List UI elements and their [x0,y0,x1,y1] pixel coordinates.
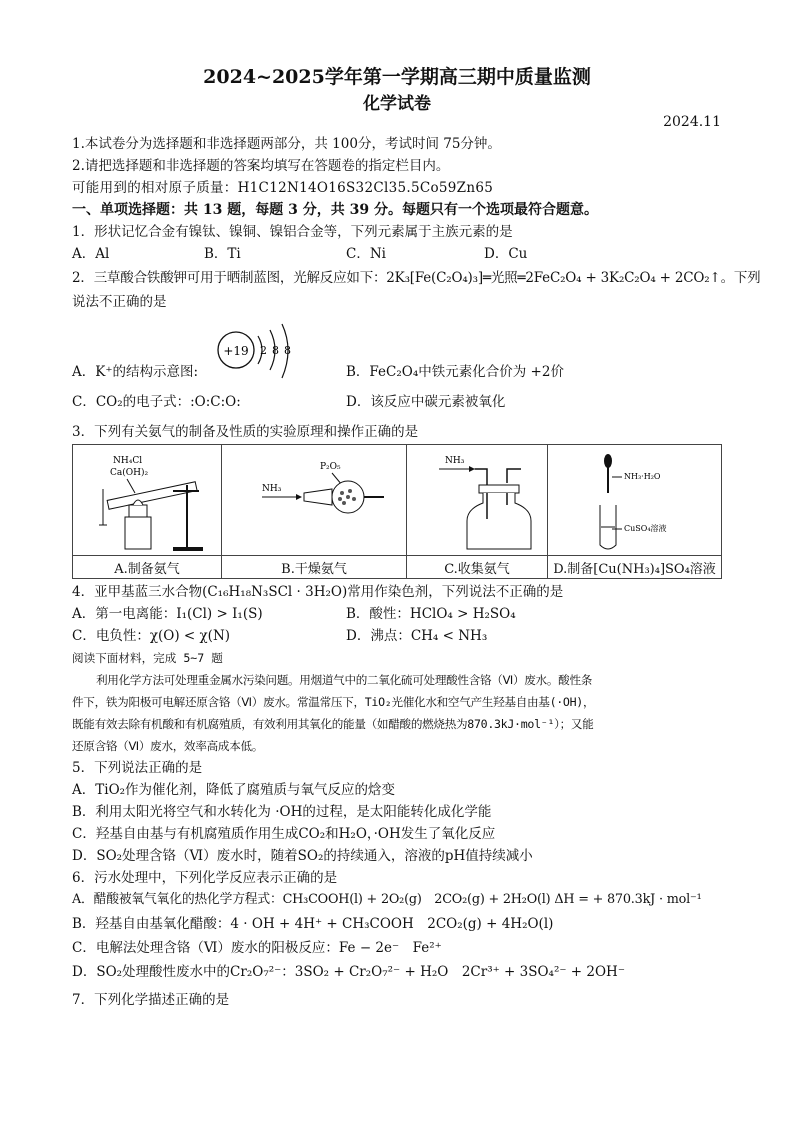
q4-option-b: B．酸性：HClO₄ > H₂SO₄ [346,606,516,622]
reagent-cuso4-label: CuSO₄溶液 [623,524,667,533]
instruction-1: 1.本试卷分为选择题和非选择题两部分，共 100分，考试时间 75分钟。 [72,136,501,152]
q2-stem-2: 说法不正确的是 [72,294,167,310]
reagent-p2o5-label: P₂O₅ [320,462,341,472]
caption-a: A.制备氨气 [73,556,222,579]
atomic-masses: 可能用到的相对原子质量：H1C12N14O16S32Cl35.5Co59Zn65 [72,180,494,196]
q4-option-a: A．第一电离能：I₁(Cl) > I₁(S) [72,606,263,622]
reading-line-3: 既能有效去除有机酸和有机腐殖质，有效利用其氧化的能量（如醋酸的燃烧热为870.3kJ·mol⁻¹）；又能 [72,717,594,731]
q2-option-b: B．FeC₂O₄中铁元素化合价为 +2价 [346,364,564,380]
reagent-caoh2-label: Ca(OH)₂ [110,468,149,478]
q1-option-c: C．Ni [346,246,386,262]
q6-stem: 6．污水处理中，下列化学反应表示正确的是 [72,870,338,886]
shell-2-count: 8 [272,344,279,357]
exam-subtitle: 化学试卷 [363,94,431,114]
q4-option-c: C．电负性：χ(O) < χ(N) [72,628,231,644]
q3-stem: 3．下列有关氨气的制备及性质的实验原理和操作正确的是 [72,424,419,440]
q2-option-d: D．该反应中碳元素被氧化 [346,394,506,410]
q2-stem: 2．三草酸合铁酸钾可用于晒制蓝图，光解反应如下：2K₃[Fe(C₂O₄)₃]═光照═2FeC₂O₄ + 3K₂C₂O₄ + 2CO₂↑。下列 [72,270,761,286]
q6-option-b: B．羟基自由基氧化醋酸：4 · OH + 4H⁺ + CH₃COOH 2CO₂(g) + 4H₂O(l) [72,916,554,932]
apparatus-a-cell [73,445,222,556]
reading-line-4: 还原含铬（Ⅵ）废水，效率高成本低。 [72,739,264,753]
section-heading: 一、单项选择题：共 13 题，每题 3 分，共 39 分。每题只有一个选项最符合题意。 [72,202,598,218]
caption-b: B.干燥氨气 [222,556,407,579]
apparatus-c-cell [407,445,548,556]
dropper-test-tube-diagram [550,449,720,555]
q5-stem: 5．下列说法正确的是 [72,760,203,776]
reading-line-2: 件下，铁为阳极可电解还原含铬（Ⅵ）废水。常温常压下，TiO₂光催化水和空气产生羟基自由基(·OH)， [72,695,595,709]
gas-nh3-label-b: NH₃ [262,484,282,494]
q5-option-b: B．利用太阳光将空气和水转化为 ·OH的过程，是太阳能转化成化学能 [72,804,492,820]
reagent-ammonia-water-label: NH₃·H₂O [623,472,660,481]
q3-apparatus-table [72,444,722,579]
q2-option-c: C．CO₂的电子式：:O:C:O: [72,394,241,410]
q4-option-d: D．沸点：CH₄ < NH₃ [346,628,488,644]
q6-option-a: A．醋酸被氧气氧化的热化学方程式：CH₃COOH(l) + 2O₂(g) 2CO₂(g) + 2H₂O(l) ΔH = + 870.3kJ · mol⁻¹ [72,892,702,907]
nucleus-charge-label: +19 [223,344,249,358]
q1-stem: 1．形状记忆合金有镍钛、镍铜、镍铝合金等，下列元素属于主族元素的是 [72,224,513,240]
q2-option-a: A．K⁺的结构示意图: [72,364,199,380]
q1-option-b: B．Ti [204,246,241,262]
exam-title: 2024~2025学年第一学期高三期中质量监测 [203,66,591,88]
q5-option-c: C．羟基自由基与有机腐殖质作用生成CO₂和H₂O，·OH发生了氧化反应 [72,826,496,842]
gas-collection-bottle-diagram [409,449,545,555]
reading-intro: 阅读下面材料，完成 5~7 题 [72,651,223,665]
reading-line-1: 利用化学方法可处理重金属水污染问题。用烟道气中的二氧化硫可处理酸性含铬（Ⅵ）废水。酸性条 [96,673,593,687]
q7-stem: 7．下列化学描述正确的是 [72,992,230,1008]
reagent-nh4cl-label: NH₄Cl [113,456,143,466]
gas-nh3-label-c: NH₃ [445,456,465,466]
shell-3-count: 8 [284,344,291,357]
q6-option-c: C．电解法处理含铬（Ⅵ）废水的阳极反应：Fe − 2e⁻ Fe²⁺ [72,940,442,956]
q5-option-a: A．TiO₂作为催化剂，降低了腐殖质与氧气反应的焓变 [72,782,396,798]
drying-tube-diagram [224,449,404,555]
q1-option-a: A．Al [72,246,110,262]
q5-option-d: D．SO₂处理含铬（Ⅵ）废水时，随着SO₂的持续通入，溶液的pH值持续减小 [72,848,533,864]
q4-stem: 4．亚甲基蓝三水合物(C₁₆H₁₈N₃SCl · 3H₂O)常用作染色剂，下列说法不正确的是 [72,584,564,600]
apparatus-d-cell [548,445,722,556]
caption-c: C.收集氨气 [407,556,548,579]
q6-option-d: D．SO₂处理酸性废水中的Cr₂O₇²⁻：3SO₂ + Cr₂O₇²⁻ + H₂O 2Cr³⁺ + 3SO₄²⁻ + 2OH⁻ [72,964,625,980]
heating-apparatus-diagram [77,449,217,555]
k-ion-structure-diagram [214,322,294,386]
shell-1-count: 2 [260,344,267,357]
apparatus-b-cell [222,445,407,556]
exam-date: 2024.11 [663,114,721,130]
caption-d: D.制备[Cu(NH₃)₄]SO₄溶液 [548,556,722,579]
q1-option-d: D．Cu [484,246,528,262]
instruction-2: 2.请把选择题和非选择题的答案均填写在答题卷的指定栏目内。 [72,158,450,174]
